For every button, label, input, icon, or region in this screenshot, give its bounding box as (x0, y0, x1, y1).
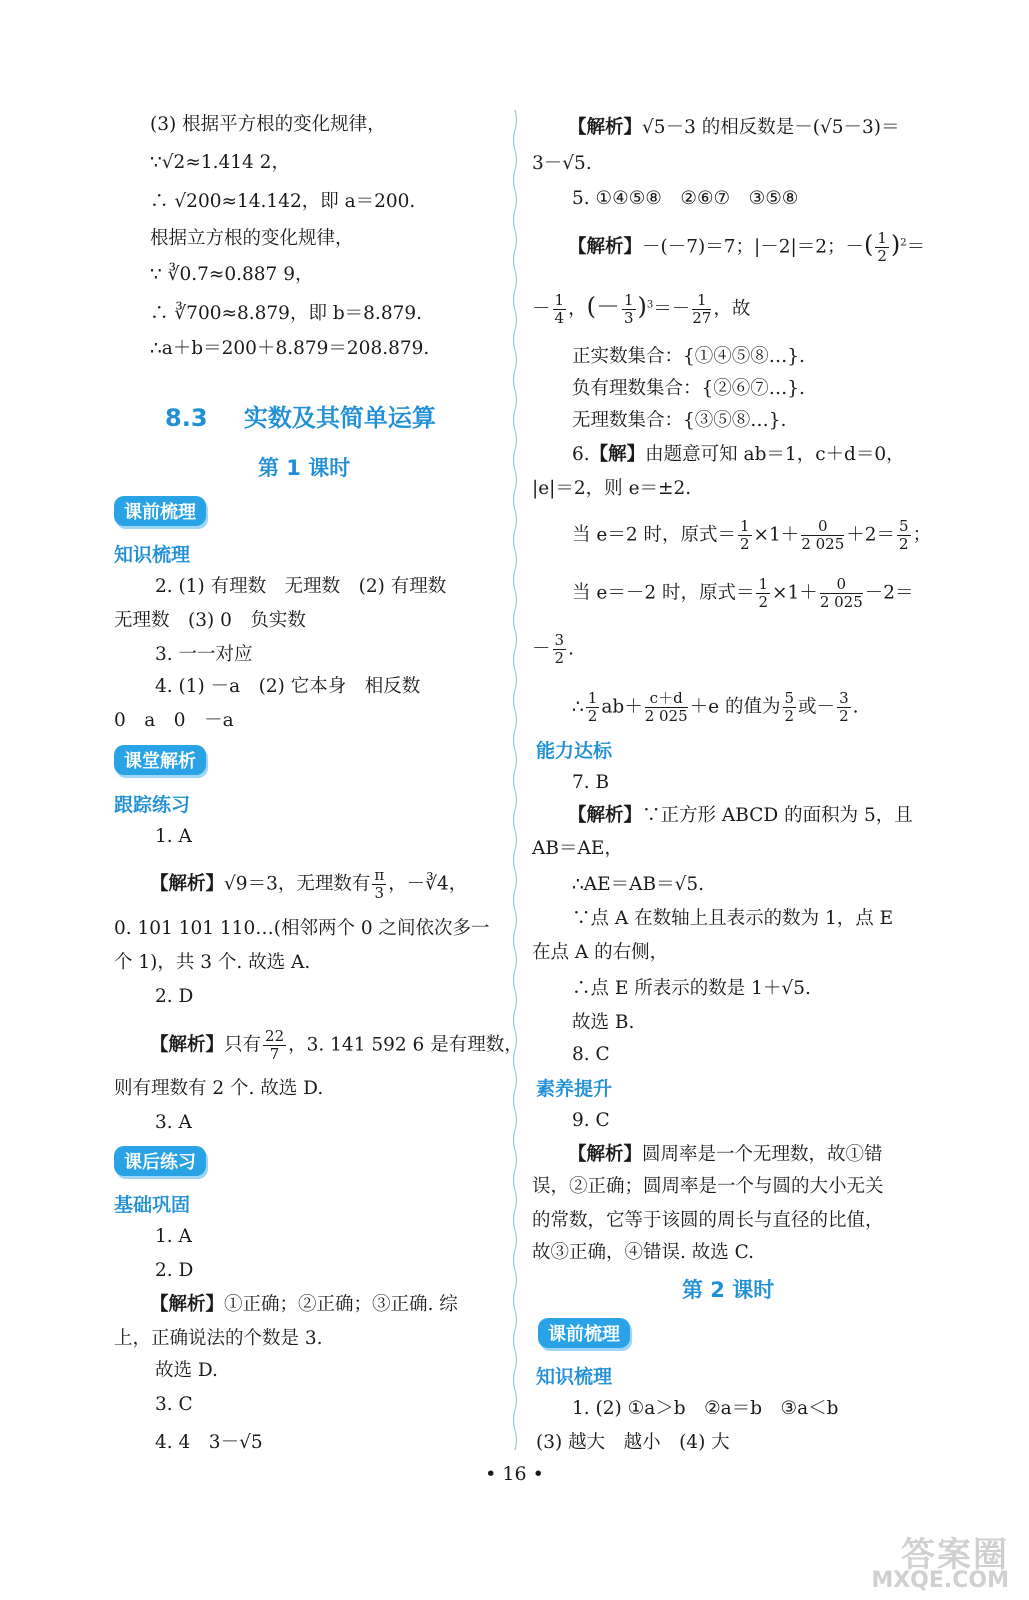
text-line: (3) 根据平方根的变化规律， (150, 114, 386, 135)
lesson-title: 第 2 课时 (682, 1278, 775, 1302)
analysis-tag: 【解析】 (150, 873, 225, 895)
watermark-logo (871, 1535, 1009, 1594)
fraction: $\frac{1}{2}$ (739, 517, 750, 553)
subheading: 跟踪练习 (114, 794, 191, 816)
explanation-line (150, 1028, 523, 1063)
text-line: 故③正确，④错误. 故选 C. (532, 1242, 755, 1263)
explanation-line: 【解析】∵正方形 ABCD 的面积为 5，且 (568, 805, 913, 826)
fraction: $\frac{1}{4}$ (554, 291, 565, 327)
text-line: 正实数集合：{①④⑤⑧…}. (572, 346, 805, 367)
text-line: 在点 A 的右侧， (532, 942, 669, 963)
text-line: ∴a＋b＝200＋8.879＝208.879. (150, 338, 430, 359)
analysis-tag: 【解析】 (568, 1144, 643, 1165)
text-line: ∴点 E 所表示的数是 1＋√5. (572, 978, 811, 999)
analysis-tag: 【解析】 (568, 117, 643, 138)
answer: 5. ①④⑤⑧ ②⑥⑦ ③⑤⑧ (572, 188, 799, 209)
fraction: $\frac{\pi}{3}$ (374, 866, 385, 902)
text-line: 则有理数有 2 个. 故选 D. (114, 1078, 324, 1099)
text-line: 负有理数集合：{②⑥⑦…}. (572, 378, 805, 399)
answer: 3. A (155, 1112, 192, 1133)
text-line: ∵√2≈1.414 2， (150, 152, 290, 173)
text-line: 3－√5. (532, 153, 592, 174)
text-line: 个 1)，共 3 个. 故选 A. (114, 952, 311, 973)
answer: 2. D (155, 1260, 194, 1281)
explanation-line (150, 867, 467, 902)
answer: 3. C (155, 1394, 193, 1415)
watermark-url: MXQE.COM (871, 1568, 1009, 1593)
subheading: 知识梳理 (536, 1366, 613, 1388)
answer: 8. C (572, 1044, 610, 1065)
section-title: 实数及其简单运算 (243, 404, 436, 432)
math-line: 当 e＝－2 时，原式＝ $\frac{1}{2}$ ×1＋ $\frac{0}{2 025}$ －2＝ (572, 575, 914, 611)
explanation-line (150, 1292, 458, 1318)
text-line: ∴ √200≈14.142，即 a＝200. (150, 191, 416, 212)
text-line: ∴ ∛700≈8.879，即 b＝8.879. (150, 303, 423, 324)
answer: 1. (2) ①a＞b ②a＝b ③a＜b (572, 1398, 839, 1419)
math-line: ∴ $\frac{1}{2}$ ab＋ $\frac{c+d}{2 025}$ ＋e 的值为 $\frac{5}{2}$ 或－ $\frac{3}{2}$ . (572, 689, 859, 725)
badge-after-class: 课后练习 (114, 1146, 206, 1176)
section-heading (165, 398, 436, 433)
text-line: 故选 B. (572, 1012, 635, 1033)
subheading: 基础巩固 (114, 1194, 191, 1216)
text-line: 2. (1) 有理数 无理数 (2) 有理数 (155, 576, 447, 597)
math-line: 当 e＝2 时，原式＝ $\frac{1}{2}$ ×1＋ $\frac{0}{2 025}$ ＋2＝ $\frac{5}{2}$ ； (572, 517, 932, 553)
section-number: 8.3 (165, 404, 208, 432)
fraction: $\frac{3}{2}$ (839, 689, 849, 725)
fraction: $\frac{5}{2}$ (784, 689, 795, 725)
math-line: － $\frac{1}{4}$ ，(－ $\frac{1}{3}$ )$^3$＝－ $\frac{1}{27}$ ，故 (532, 291, 751, 327)
text-line: 故选 D. (155, 1360, 218, 1381)
fraction: $\frac{22}{7}$ (265, 1027, 285, 1063)
subheading: 素养提升 (536, 1078, 613, 1100)
answer: 2. D (155, 986, 194, 1007)
text-line: ∵ ∛0.7≈0.887 9， (150, 264, 314, 285)
text: ，3. 141 592 6 是有理数， (288, 1034, 523, 1056)
fraction: $\frac{c+d}{2 025}$ (644, 689, 688, 725)
lesson-title: 第 1 课时 (258, 456, 351, 480)
explanation-line (568, 115, 900, 141)
answer: 9. C (572, 1110, 610, 1131)
fraction: $\frac{1}{2}$ (758, 575, 769, 611)
fraction: $\frac{0}{2 025}$ (801, 517, 845, 553)
badge-pre-class: 课前梳理 (114, 496, 206, 526)
text-line: 无理数 (3) 0 负实数 (114, 610, 306, 631)
answer: 7. B (572, 772, 610, 793)
text: √5－3 的相反数是－(√5－3)＝ (642, 117, 900, 138)
answer: 1. A (155, 826, 192, 847)
text-line: 误，②正确；圆周率是一个与圆的大小无关 (532, 1176, 884, 1197)
analysis-tag: 【解析】 (568, 236, 643, 258)
column-divider (512, 110, 518, 1450)
solution-tag: 【解】 (589, 444, 646, 465)
answer: (3) 越大 越小 (4) 大 (536, 1432, 730, 1453)
fraction: $\frac{1}{2}$ (587, 689, 598, 725)
text: 只有 (224, 1034, 262, 1056)
text: －(－7)＝7；|－2|＝2；－ (642, 236, 864, 258)
text-line: 上，正确说法的个数是 3. (114, 1328, 323, 1349)
answer: 1. A (155, 1226, 192, 1247)
subheading: 知识梳理 (114, 544, 191, 566)
math-line: － $\frac{3}{2}$ . (532, 631, 574, 667)
text-line: AB＝AE， (532, 838, 623, 859)
text-line: ∵点 A 在数轴上且表示的数为 1，点 E (572, 908, 894, 929)
badge-in-class: 课堂解析 (114, 745, 206, 775)
text-line: 无理数集合：{③⑤⑧…}. (572, 410, 787, 431)
text-line: 根据立方根的变化规律， (150, 228, 354, 249)
fraction: $\frac{1}{27}$ (692, 291, 712, 327)
text-line: 4. (1) －a (2) 它本身 相反数 (155, 676, 421, 697)
text-line: 0 a 0 －a (114, 710, 234, 731)
analysis-tag: 【解析】 (150, 1034, 225, 1056)
badge-pre-class: 课前梳理 (538, 1318, 630, 1348)
fraction: $\frac{3}{2}$ (554, 631, 565, 667)
text: ，－∛4， (388, 873, 468, 895)
text-line: 的常数，它等于该圆的周长与直径的比值， (532, 1210, 884, 1231)
subheading: 能力达标 (536, 740, 613, 762)
page-number: • 16 • (485, 1463, 544, 1485)
fraction: $\frac{1}{3}$ (623, 291, 634, 327)
analysis-tag: 【解析】 (150, 1294, 225, 1315)
text-line: 0. 101 101 110…(相邻两个 0 之间依次多一 (114, 918, 490, 939)
text-line: |e|＝2，则 e＝±2. (532, 478, 692, 499)
solution-line: 6.【解】由题意可知 ab＝1，c＋d＝0， (572, 444, 905, 465)
text: √9＝3，无理数有 (224, 873, 371, 895)
text-line: 3. 一一对应 (155, 644, 253, 665)
fraction: $\frac{5}{2}$ (899, 517, 909, 553)
fraction: $\frac{1}{2}$ (877, 229, 887, 265)
text: ＝ (906, 236, 926, 258)
answer: 4. 4 3－√5 (155, 1432, 263, 1453)
text: ①正确；②正确；③正确. 综 (224, 1294, 458, 1315)
analysis-tag: 【解析】 (568, 805, 643, 826)
watermark-text: 答案圈 (901, 1535, 1009, 1575)
text-line: ∴AE＝AB＝√5. (572, 874, 705, 895)
fraction: $\frac{0}{2 025}$ (819, 575, 863, 611)
explanation-line: 【解析】－(－7)＝7；|－2|＝2；－( $\frac{1}{2}$ )$^2$＝ (568, 229, 926, 265)
explanation-line: 【解析】圆周率是一个无理数，故①错 (568, 1144, 883, 1165)
